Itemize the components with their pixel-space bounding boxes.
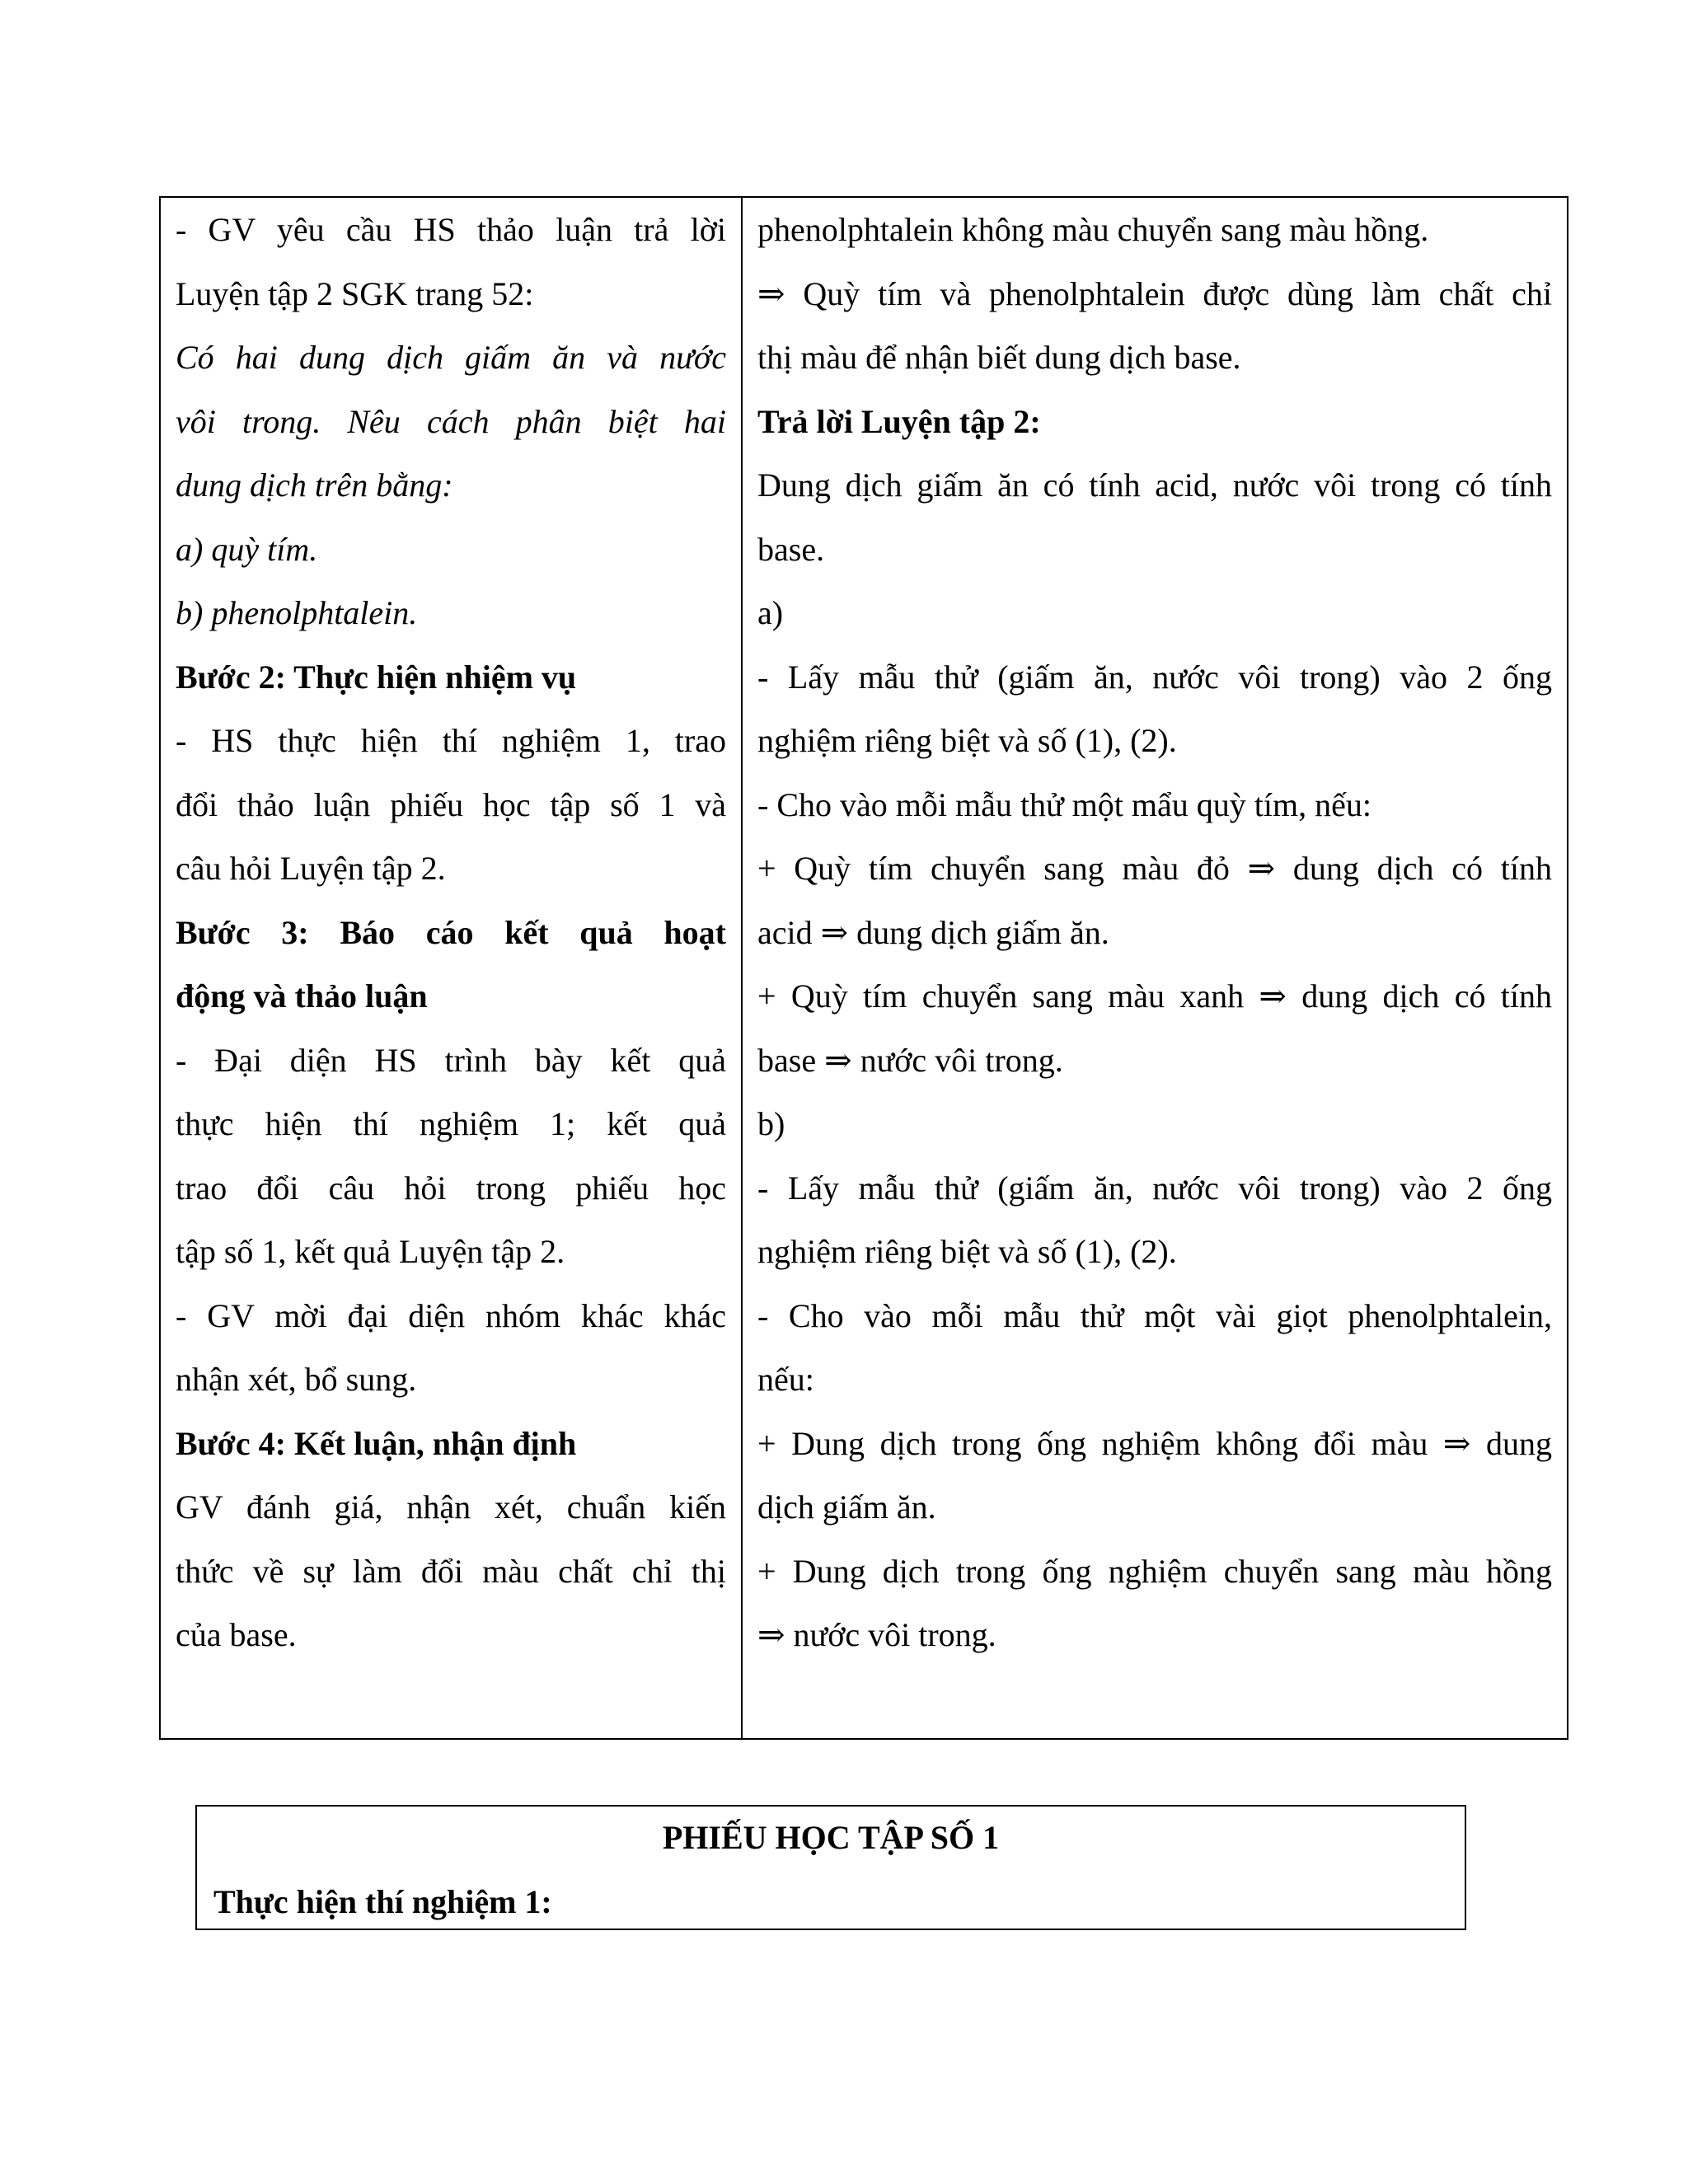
text-line: a) <box>757 594 784 631</box>
text-line: Trả lời Luyện tập 2: <box>757 402 1041 440</box>
lesson-table <box>159 196 1568 1740</box>
expected-result-text <box>757 198 1552 1667</box>
text-line: - GV mời đại diện nhóm khác khác <box>176 1296 726 1334</box>
text-line: dịch giấm ăn. <box>757 1488 936 1526</box>
text-line: + Dung dịch trong ống nghiệm không đổi màu ⇒ dung <box>757 1424 1552 1462</box>
text-line: + Quỳ tím chuyển sang màu xanh ⇒ dung dịch có tính <box>757 977 1552 1015</box>
worksheet-subtitle: Thực hiện thí nghiệm 1: <box>213 1883 552 1920</box>
text-line: - Cho vào mỗi mẫu thử một vài giọt phenolphtalein, <box>757 1296 1552 1334</box>
teacher-activity-text <box>176 198 726 1667</box>
text-line: - HS thực hiện thí nghiệm 1, trao <box>176 722 726 759</box>
text-line: + Quỳ tím chuyển sang màu đỏ ⇒ dung dịch có tính <box>757 850 1552 887</box>
text-line: acid ⇒ dung dịch giấm ăn. <box>757 913 1109 951</box>
text-line: Bước 4: Kết luận, nhận định <box>176 1424 577 1462</box>
text-line: của base. <box>176 1616 297 1653</box>
text-line: - GV yêu cầu HS thảo luận trả lời <box>176 211 726 248</box>
text-line: base ⇒ nước vôi trong. <box>757 1041 1063 1079</box>
text-line: GV đánh giá, nhận xét, chuẩn kiến <box>176 1488 726 1526</box>
text-line: nghiệm riêng biệt và số (1), (2). <box>757 1233 1177 1270</box>
text-line: đổi thảo luận phiếu học tập số 1 và <box>176 785 726 823</box>
teacher-activity-cell <box>160 197 742 1739</box>
text-line: b) phenolphtalein. <box>176 594 418 631</box>
text-line: ⇒ Quỳ tím và phenolphtalein được dùng làm chất chỉ <box>757 274 1552 312</box>
worksheet-title: PHIẾU HỌC TẬP SỐ 1 <box>662 1819 1000 1856</box>
text-line: Luyện tập 2 SGK trang 52: <box>176 274 534 312</box>
text-line: trao đổi câu hỏi trong phiếu học <box>176 1169 726 1207</box>
table-row <box>160 197 1568 1739</box>
text-line: + Dung dịch trong ống nghiệm chuyển sang màu hồng <box>757 1552 1552 1590</box>
text-line: thức về sự làm đổi màu chất chỉ thị <box>176 1552 726 1590</box>
text-line: nhận xét, bổ sung. <box>176 1361 417 1398</box>
text-line: Dung dịch giấm ăn có tính acid, nước vôi trong có tính <box>757 466 1552 504</box>
text-line: câu hỏi Luyện tập 2. <box>176 850 446 887</box>
text-line: vôi trong. Nêu cách phân biệt hai <box>176 402 726 440</box>
text-line: thị màu để nhận biết dung dịch base. <box>757 339 1241 376</box>
text-line: - Lấy mẫu thử (giấm ăn, nước vôi trong) vào 2 ống <box>757 1169 1552 1207</box>
text-line: dung dịch trên bằng: <box>176 466 453 504</box>
text-line: nếu: <box>757 1361 814 1398</box>
text-line: tập số 1, kết quả Luyện tập 2. <box>176 1233 565 1270</box>
text-line: a) quỳ tím. <box>176 530 318 568</box>
text-line: - Lấy mẫu thử (giấm ăn, nước vôi trong) vào 2 ống <box>757 658 1552 696</box>
expected-result-cell <box>742 197 1568 1739</box>
text-line: - Đại diện HS trình bày kết quả <box>176 1041 726 1079</box>
text-line: phenolphtalein không màu chuyển sang màu hồng. <box>757 211 1429 248</box>
text-line: base. <box>757 530 825 568</box>
text-line: nghiệm riêng biệt và số (1), (2). <box>757 722 1177 759</box>
text-line: Bước 2: Thực hiện nhiệm vụ <box>176 658 577 696</box>
worksheet-box <box>195 1805 1466 1930</box>
text-line: động và thảo luận <box>176 977 428 1015</box>
text-line: Bước 3: Báo cáo kết quả hoạt <box>176 913 726 951</box>
text-line: - Cho vào mỗi mẫu thử một mẩu quỳ tím, nếu: <box>757 785 1372 823</box>
text-line: b) <box>757 1105 785 1142</box>
text-line: thực hiện thí nghiệm 1; kết quả <box>176 1105 726 1142</box>
text-line: ⇒ nước vôi trong. <box>757 1616 996 1653</box>
text-line: Có hai dung dịch giấm ăn và nước <box>176 339 726 376</box>
